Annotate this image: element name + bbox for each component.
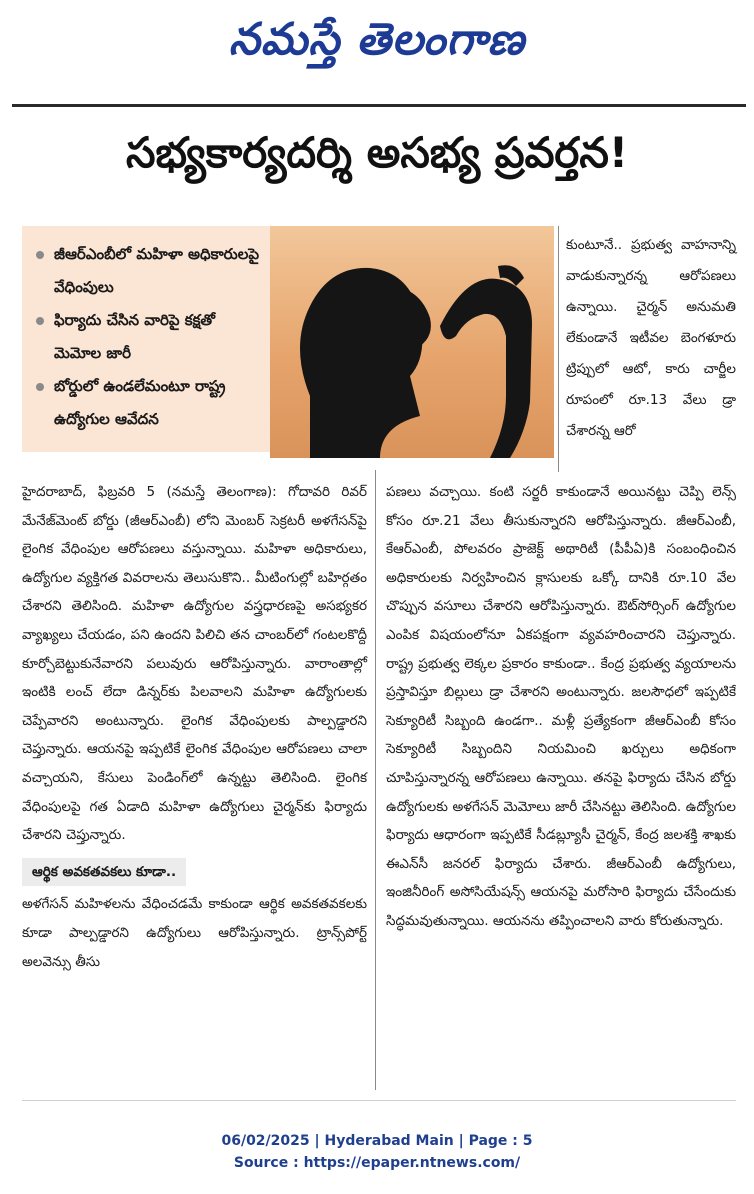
highlight-text: బోర్డులో ఉండలేమంటూ రాష్ట్ర ఉద్యోగుల ఆవేదన [54, 377, 226, 428]
article-column-top-right: కుంటూనే.. ప్రభుత్వ వాహనాన్ని వాడుకున్నారన్న ఆరోపణలు ఉన్నాయి. చైర్మన్ అనుమతి లేకుండానే ఇటీవల బెంగళూరు ట్రిప్పులో ఆటో, కారు చార్జీల రూపంలో రూ.13 వేలు డ్రా చేశారన్న ఆరో [566, 237, 736, 439]
footer-source: Source : https://epaper.ntnews.com/ [233, 1155, 521, 1171]
footer-rule [22, 1100, 736, 1101]
article-paragraph: అళగేసన్ మహిళలను వేధించడమే కాకుండా ఆర్థిక అవకతవకలకు కూడా పాల్పడ్డారని ఉద్యోగులు ఆరోపిస్తున్నారు. ట్రాన్స్‌పోర్ట్ అలవెన్సు తీసు [22, 896, 367, 970]
article-subheading: ఆర్థిక అవకతవకలు కూడా.. [22, 858, 186, 887]
bullet-icon [36, 317, 44, 325]
article-paragraph: హైదరాబాద్, ఫిబ్రవరి 5 (నమస్తే తెలంగాణ): గోదావరి రివర్ మేనేజ్‌మెంట్ బోర్డు (జీఆర్ఎంబీ) లోని మెంబర్ సెక్రటరీ అళగేసన్‌పై లైంగిక వేధింపుల ఆరోపణలు వస్తున్నాయి. మహిళా అధికారులు, ఉద్యోగుల వ్యక్తిగత వివరాలను తెలుసుకొని.. మీటింగుల్లో బహిర్గతం చేశారని తెలిసింది. మహిళా ఉద్యోగుల వస్త్రధారణపై అసభ్యకర వ్యాఖ్యలు చేయడం, పని ఉందని పిలిచి తన చాంబర్‌లో గంటలకొద్దీ కూర్చోబెట్టుకునేవారని పలువురు ఆరోపిస్తున్నారు. వారాంతాల్లో ఇంటికి లంచ్ లేదా డిన్నర్‌కు పిలవాలని మహిళా ఉద్యోగులకు చెప్పేవారని అంటున్నారు. లైంగిక వేధింపులకు పాల్పడ్డారని చెప్తున్నారు. ఆయనపై ఇప్పటికే లైంగిక వేధింపుల ఆరోపణలు చాలా వచ్చాయని, కేసులు పెండింగ్‌లో ఉన్నట్టు తెలిసింది. లైంగిక వేధింపులపై గత ఏడాది మహిళా ఉద్యోగులు చైర్మన్‌కు ఫిర్యాదు చేశారని చెప్తున్నారు. [22, 484, 367, 844]
masthead [0, 0, 754, 108]
footer [0, 1130, 754, 1174]
highlight-text: ఫిర్యాదు చేసిన వారిపై కక్షతో మెమోల జారీ [54, 311, 216, 362]
highlight-item [36, 304, 260, 370]
bullet-icon [36, 251, 44, 259]
column-divider [375, 470, 376, 1090]
hand-silhouette [440, 279, 532, 458]
highlights-list [22, 226, 270, 436]
bullet-icon [36, 383, 44, 391]
highlight-text: జీఆర్ఎంబీలో మహిళా అధికారులపై వేధింపులు [54, 245, 260, 296]
masthead-rule [12, 104, 746, 107]
highlights-box [22, 226, 270, 452]
article-photo [270, 226, 554, 458]
highlight-item [36, 238, 260, 304]
highlight-item [36, 370, 260, 436]
silhouette-illustration [270, 226, 554, 458]
article-column-left [22, 478, 367, 976]
column-divider [558, 226, 559, 472]
article-paragraph: పణలు వచ్చాయి. కంటి సర్జరీ కాకుండానే అయినట్టు చెప్పి లెన్స్ కోసం రూ.21 వేలు తీసుకున్నారని ఆరోపిస్తున్నారు. జీఆర్ఎంబీ, కేఆర్ఎంబీ, పోలవరం ప్రాజెక్ట్ అథారిటీ (పీపీఏ)కి సంబంధించిన అధికారులకు నిర్వహించిన క్లాసులకు ఒక్కో దానికి రూ.10 వేల చొప్పున వసూలు చేశారని ఆరోపిస్తున్నారు. ఔట్‌సోర్సింగ్ ఉద్యోగుల ఎంపిక విషయంలోనూ ఏకపక్షంగా వ్యవహరించారని చెప్తున్నారు. రాష్ట్ర ప్రభుత్వ లెక్కల ప్రకారం కాకుండా.. కేంద్ర ప్రభుత్వ వ్యయాలను ప్రస్తావిస్తూ బిల్లులు డ్రా చేశారని అంటున్నారు. జలసౌధలో ఇప్పటికే సెక్యూరిటీ సిబ్బంది ఉండగా.. మళ్లీ ప్రత్యేకంగా జీఆర్ఎంబీ కోసం సెక్యూరిటీ సిబ్బందిని నియమించి ఖర్చులు అధికంగా చూపిస్తున్నారన్న ఆరోపణలు ఉన్నాయి. తనపై ఫిర్యాదు చేసిన బోర్డు ఉద్యోగులకు అళగేసన్ మెమోలు జారీ చేసినట్టు తెలిసింది. ఉద్యోగుల ఫిర్యాదు ఆధారంగా ఇప్పటికే సీడబ్ల్యూసీ చైర్మన్, కేంద్ర జలశక్తి శాఖకు ఈఎన్‌సీ జనరల్ ఫిర్యాదు చేశారు. జీఆర్ఎంబీ ఉద్యోగులు, ఇంజినీరింగ్ అసోసియేషన్స్ ఆయనపై మరోసారి ఫిర్యాదు చేసేందుకు సిద్ధమవుతున్నాయి. ఆయనను తప్పించాలని వారు కోరుతున్నారు. [386, 484, 736, 929]
footer-edition-info: 06/02/2025 | Hyderabad Main | Page : 5 [221, 1133, 533, 1149]
newspaper-title: నమస్తే తెలంగాణ [228, 14, 526, 65]
article-column-right [386, 478, 736, 936]
article-headline: సభ్యకార్యదర్శి అసభ్య ప్రవర్తన! [126, 128, 628, 177]
